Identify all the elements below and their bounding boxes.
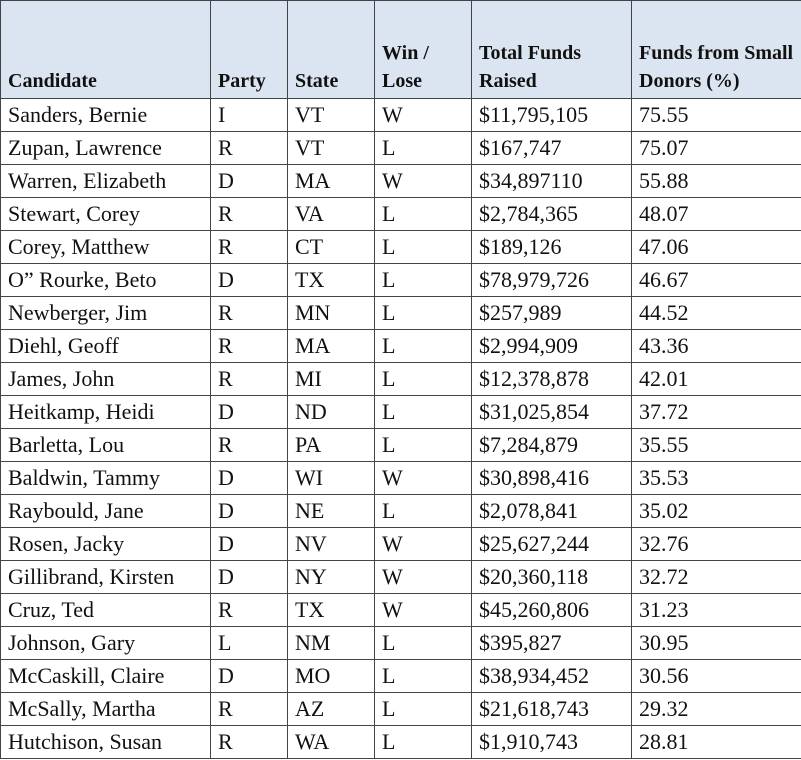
cell-party: D: [211, 165, 288, 198]
cell-candidate: Baldwin, Tammy: [1, 462, 211, 495]
cell-party: R: [211, 198, 288, 231]
cell-win-lose: L: [375, 132, 472, 165]
cell-party: R: [211, 726, 288, 759]
cell-state: VT: [288, 99, 375, 132]
table-row: [1, 132, 801, 165]
cell-state: NY: [288, 561, 375, 594]
table-row: [1, 165, 801, 198]
cell-candidate: Gillibrand, Kirsten: [1, 561, 211, 594]
cell-win-lose: W: [375, 99, 472, 132]
cell-candidate: Sanders, Bernie: [1, 99, 211, 132]
cell-total-funds: $30,898,416: [472, 462, 632, 495]
cell-state: MA: [288, 330, 375, 363]
table-row: [1, 330, 801, 363]
cell-win-lose: L: [375, 198, 472, 231]
cell-party: R: [211, 231, 288, 264]
cell-total-funds: $1,910,743: [472, 726, 632, 759]
cell-party: D: [211, 264, 288, 297]
cell-win-lose: W: [375, 594, 472, 627]
table-row: [1, 561, 801, 594]
cell-candidate: Heitkamp, Heidi: [1, 396, 211, 429]
cell-state: AZ: [288, 693, 375, 726]
cell-win-lose: L: [375, 264, 472, 297]
cell-total-funds: $31,025,854: [472, 396, 632, 429]
cell-small-donors-pct: 30.95: [632, 627, 801, 660]
cell-party: D: [211, 495, 288, 528]
header-row: [1, 1, 801, 99]
cell-small-donors-pct: 32.72: [632, 561, 801, 594]
cell-party: R: [211, 132, 288, 165]
cell-win-lose: L: [375, 429, 472, 462]
cell-party: I: [211, 99, 288, 132]
cell-small-donors-pct: 31.23: [632, 594, 801, 627]
cell-party: R: [211, 594, 288, 627]
cell-candidate: Cruz, Ted: [1, 594, 211, 627]
column-header-candidate: Candidate: [1, 1, 211, 99]
cell-small-donors-pct: 35.02: [632, 495, 801, 528]
cell-small-donors-pct: 30.56: [632, 660, 801, 693]
cell-state: MI: [288, 363, 375, 396]
cell-total-funds: $11,795,105: [472, 99, 632, 132]
cell-win-lose: L: [375, 330, 472, 363]
cell-state: CT: [288, 231, 375, 264]
cell-state: TX: [288, 264, 375, 297]
cell-state: WA: [288, 726, 375, 759]
cell-win-lose: L: [375, 726, 472, 759]
cell-small-donors-pct: 44.52: [632, 297, 801, 330]
cell-total-funds: $189,126: [472, 231, 632, 264]
cell-win-lose: L: [375, 363, 472, 396]
cell-candidate: O” Rourke, Beto: [1, 264, 211, 297]
table-row: [1, 594, 801, 627]
cell-win-lose: L: [375, 396, 472, 429]
cell-candidate: McCaskill, Claire: [1, 660, 211, 693]
cell-party: R: [211, 693, 288, 726]
table-row: [1, 693, 801, 726]
cell-candidate: Diehl, Geoff: [1, 330, 211, 363]
cell-total-funds: $395,827: [472, 627, 632, 660]
column-header-win-lose: Win / Lose: [375, 1, 472, 99]
cell-total-funds: $45,260,806: [472, 594, 632, 627]
table-row: [1, 495, 801, 528]
table-row: [1, 528, 801, 561]
column-header-small-donors: Funds from Small Donors (%): [632, 1, 801, 99]
cell-win-lose: L: [375, 297, 472, 330]
table-row: [1, 231, 801, 264]
cell-small-donors-pct: 75.07: [632, 132, 801, 165]
cell-state: TX: [288, 594, 375, 627]
cell-total-funds: $2,994,909: [472, 330, 632, 363]
cell-party: D: [211, 561, 288, 594]
cell-win-lose: W: [375, 462, 472, 495]
column-header-party: Party: [211, 1, 288, 99]
table-row: [1, 627, 801, 660]
cell-total-funds: $78,979,726: [472, 264, 632, 297]
table-row: [1, 396, 801, 429]
cell-state: VA: [288, 198, 375, 231]
cell-total-funds: $21,618,743: [472, 693, 632, 726]
table-row: [1, 297, 801, 330]
cell-candidate: Warren, Elizabeth: [1, 165, 211, 198]
cell-state: MA: [288, 165, 375, 198]
cell-candidate: Rosen, Jacky: [1, 528, 211, 561]
table-row: [1, 198, 801, 231]
cell-total-funds: $7,284,879: [472, 429, 632, 462]
cell-candidate: James, John: [1, 363, 211, 396]
cell-small-donors-pct: 47.06: [632, 231, 801, 264]
cell-total-funds: $20,360,118: [472, 561, 632, 594]
table-row: [1, 462, 801, 495]
cell-win-lose: L: [375, 231, 472, 264]
cell-state: VT: [288, 132, 375, 165]
cell-win-lose: W: [375, 528, 472, 561]
table-row: [1, 660, 801, 693]
cell-small-donors-pct: 46.67: [632, 264, 801, 297]
cell-win-lose: W: [375, 561, 472, 594]
cell-state: NE: [288, 495, 375, 528]
table-row: [1, 363, 801, 396]
cell-small-donors-pct: 43.36: [632, 330, 801, 363]
cell-state: PA: [288, 429, 375, 462]
table-row: [1, 99, 801, 132]
cell-party: R: [211, 363, 288, 396]
cell-candidate: Johnson, Gary: [1, 627, 211, 660]
cell-candidate: Newberger, Jim: [1, 297, 211, 330]
cell-total-funds: $257,989: [472, 297, 632, 330]
table-row: [1, 726, 801, 759]
cell-total-funds: $2,784,365: [472, 198, 632, 231]
table-row: [1, 264, 801, 297]
cell-small-donors-pct: 28.81: [632, 726, 801, 759]
cell-candidate: Raybould, Jane: [1, 495, 211, 528]
cell-small-donors-pct: 35.55: [632, 429, 801, 462]
cell-party: R: [211, 330, 288, 363]
cell-total-funds: $38,934,452: [472, 660, 632, 693]
cell-candidate: McSally, Martha: [1, 693, 211, 726]
cell-win-lose: W: [375, 165, 472, 198]
cell-small-donors-pct: 37.72: [632, 396, 801, 429]
cell-small-donors-pct: 48.07: [632, 198, 801, 231]
cell-party: L: [211, 627, 288, 660]
cell-party: D: [211, 528, 288, 561]
cell-win-lose: L: [375, 495, 472, 528]
cell-state: MO: [288, 660, 375, 693]
cell-win-lose: L: [375, 660, 472, 693]
table-row: [1, 429, 801, 462]
cell-candidate: Corey, Matthew: [1, 231, 211, 264]
cell-small-donors-pct: 29.32: [632, 693, 801, 726]
cell-win-lose: L: [375, 693, 472, 726]
cell-state: NM: [288, 627, 375, 660]
table-body: [1, 99, 801, 759]
cell-party: D: [211, 462, 288, 495]
cell-candidate: Barletta, Lou: [1, 429, 211, 462]
cell-state: MN: [288, 297, 375, 330]
cell-small-donors-pct: 35.53: [632, 462, 801, 495]
cell-total-funds: $25,627,244: [472, 528, 632, 561]
cell-candidate: Stewart, Corey: [1, 198, 211, 231]
cell-small-donors-pct: 32.76: [632, 528, 801, 561]
cell-total-funds: $2,078,841: [472, 495, 632, 528]
cell-total-funds: $167,747: [472, 132, 632, 165]
cell-state: NV: [288, 528, 375, 561]
cell-small-donors-pct: 42.01: [632, 363, 801, 396]
cell-total-funds: $12,378,878: [472, 363, 632, 396]
cell-candidate: Zupan, Lawrence: [1, 132, 211, 165]
cell-total-funds: $34,897110: [472, 165, 632, 198]
cell-party: D: [211, 660, 288, 693]
cell-win-lose: L: [375, 627, 472, 660]
cell-small-donors-pct: 75.55: [632, 99, 801, 132]
cell-state: WI: [288, 462, 375, 495]
cell-small-donors-pct: 55.88: [632, 165, 801, 198]
column-header-total-funds: Total Funds Raised: [472, 1, 632, 99]
cell-state: ND: [288, 396, 375, 429]
cell-party: R: [211, 429, 288, 462]
cell-candidate: Hutchison, Susan: [1, 726, 211, 759]
column-header-state: State: [288, 1, 375, 99]
cell-party: D: [211, 396, 288, 429]
cell-party: R: [211, 297, 288, 330]
